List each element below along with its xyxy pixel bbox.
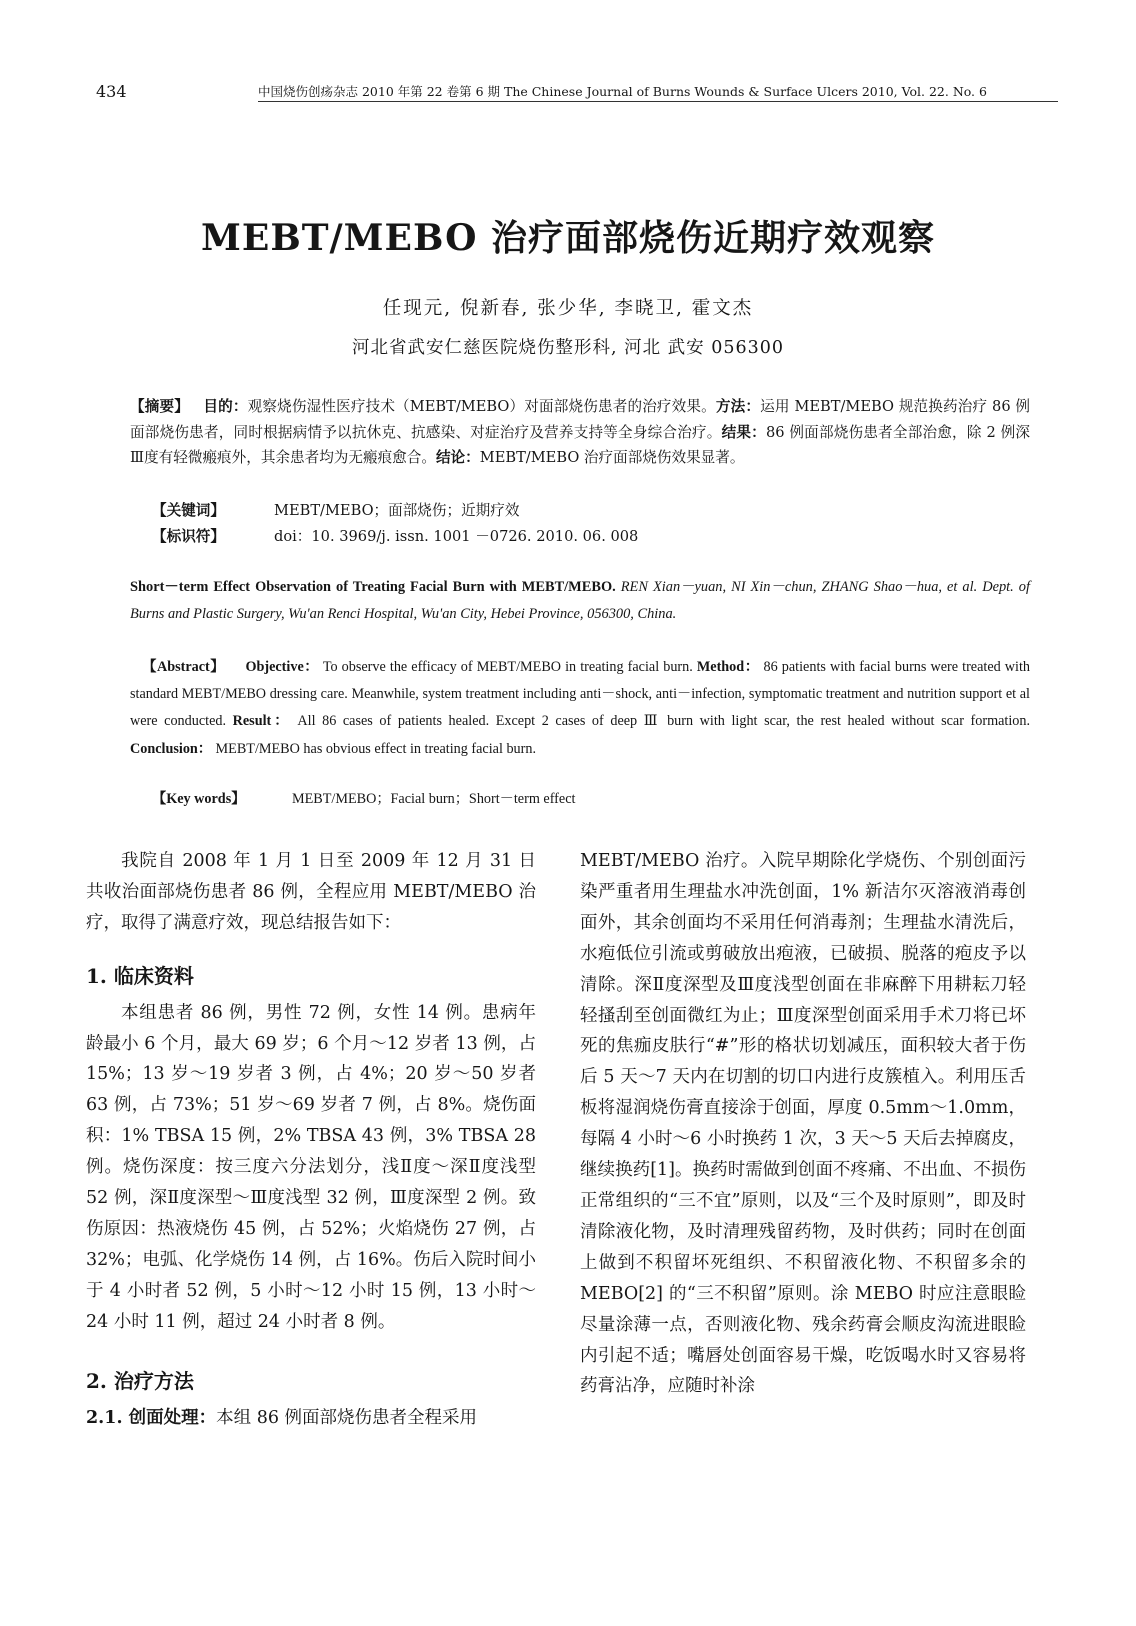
running-header: 中国烧伤创疡杂志 2010 年第 22 卷第 6 期 The Chinese Journal of Burns Wounds & Surface Ulcers 2010, Vol. 22. No. 6 xyxy=(258,82,1058,102)
conclusion-text: MEBT/MEBO 治疗面部烧伤效果显著。 xyxy=(479,449,745,466)
affiliation: 河北省武安仁慈医院烧伤整形科, 河北 武安 056300 xyxy=(351,338,785,358)
section-2-1-heading: 2.1. 创面处理： xyxy=(86,1407,217,1428)
english-keywords-text: MEBT/MEBO；Facial burn；Short－term effect xyxy=(292,791,576,807)
english-result: All 86 cases of patients healed. Except 2 cases of deep Ⅲ burn with light scar, the rest healed without scar formation. xyxy=(297,713,1031,730)
body-left-column xyxy=(86,846,536,1433)
english-abstract xyxy=(130,654,1030,763)
english-objective: To observe the efficacy of MEBT/MEBO in treating facial burn. xyxy=(322,659,693,675)
objective-label: 目的： xyxy=(203,398,248,415)
english-keywords xyxy=(152,788,575,808)
abstract-cn xyxy=(130,394,1030,471)
section-2-1-text: 本组 86 例面部烧伤患者全程采用 xyxy=(216,1407,478,1428)
identifier-cn xyxy=(152,524,638,550)
section-1-paragraph: 本组患者 86 例，男性 72 例，女性 14 例。患病年龄最小 6 个月，最大 69 岁；6 个月～12 岁者 13 例，占 15%；13 岁～19 岁者 3 例，占 4%；20 岁～50 岁者 63 例，占 73%；51 岁～69 岁者 7 例，占 8%。烧伤面积：1% TBSA 15 例，2% TBSA 43 例，3% TBSA 28 例。烧伤深度：按三度六分法划分，浅Ⅱ度～深Ⅱ度浅型 52 例，深Ⅱ度深型～Ⅲ度浅型 32 例，Ⅲ度深型 2 例。致伤原因：热液烧伤 45 例，占 52%；火焰烧伤 27 例，占 32%；电弧、化学烧伤 14 例，占 16%。伤后入院时间小于 4 小时者 52 例，5 小时～12 小时 15 例，13 小时～24 小时 11 例，超过 24 小时者 8 例。 xyxy=(86,1002,536,1332)
english-authors: REN Xian－yuan, NI Xin－chun, ZHANG Shao－hua, et al. Dept. of Burns and Plastic Surgery, Wu'an Renci Hospital, Wu'an City, Hebei Province, 056300, China. xyxy=(130,579,1030,622)
english-method-label: Method： xyxy=(696,659,760,675)
result-text: 86 例面部烧伤患者全部治愈，除 2 例深Ⅲ度有轻微瘢痕外，其余患者均为无瘢痕愈合。 xyxy=(130,423,1030,466)
english-title: Short－term Effect Observation of Treating Facial Burn with MEBT/MEBO. xyxy=(130,579,616,595)
section-2-heading: 2. 治疗方法 xyxy=(86,1368,194,1393)
english-method: 86 patients with facial burns were treated with standard MEBT/MEBO dressing care. Meanwhile, system treatment including anti－shock, anti－infection, symptomatic treatment and nutrition support et al were conducted. xyxy=(130,659,1031,730)
keywords-cn xyxy=(152,498,519,524)
conclusion-label: 结论： xyxy=(435,449,480,466)
english-keywords-label: 【Key words】 xyxy=(152,791,246,807)
section-2-1-paragraph xyxy=(86,1403,536,1434)
intro-paragraph: 我院自 2008 年 1 月 1 日至 2009 年 12 月 31 日共收治面部烧伤患者 86 例，全程应用 MEBT/MEBO 治疗，取得了满意疗效，现总结报告如下： xyxy=(86,851,536,933)
english-abstract-label: 【Abstract】 xyxy=(142,659,226,675)
doi-text: doi：10. 3969/j. issn. 1001 －0726. 2010. 06. 008 xyxy=(274,528,639,545)
identifier-label: 【标识符】 xyxy=(152,528,225,545)
english-title-block xyxy=(130,574,1030,628)
keywords-text: MEBT/MEBO；面部烧伤；近期疗效 xyxy=(274,502,520,519)
english-conclusion-label: Conclusion： xyxy=(130,740,212,757)
body-right-column xyxy=(580,846,1026,1402)
objective-text: 观察烧伤湿性医疗技术（MEBT/MEBO）对面部烧伤患者的治疗效果。 xyxy=(247,398,716,415)
authors: 任现元, 倪新春, 张少华, 李晓卫, 霍文杰 xyxy=(382,298,754,319)
result-label: 结果： xyxy=(721,423,766,441)
english-result-label: Result： xyxy=(232,713,292,730)
keywords-label: 【关键词】 xyxy=(152,502,225,519)
section-1-heading: 1. 临床资料 xyxy=(86,963,194,988)
english-conclusion: MEBT/MEBO has obvious effect in treating facial burn. xyxy=(215,740,537,757)
abstract-label: 【摘要】 xyxy=(130,398,189,415)
article-title: MEBT/MEBO 治疗面部烧伤近期疗效观察 xyxy=(201,217,935,259)
right-column-paragraph: MEBT/MEBO 治疗。入院早期除化学烧伤、个别创面污染严重者用生理盐水冲洗创面，1% 新洁尔灭溶液消毒创面外，其余创面均不采用任何消毒剂；生理盐水清洗后，水疱低位引流或剪破放出疱液，已破损、脱落的疱皮予以清除。深Ⅱ度深型及Ⅲ度浅型创面在非麻醉下用耕耘刀轻轻搔刮至创面微红为止；Ⅲ度深型创面采用手术刀将已坏死的焦痂皮肤行“#”形的格状切划减压，面积较大者于伤后 5 天～7 天内在切割的切口内进行皮簇植入。利用压舌板将湿润烧伤膏直接涂于创面，厚度 0.5mm～1.0mm，每隔 4 小时～6 小时换药 1 次，3 天～5 天后去掉腐皮，继续换药[1]。换药时需做到创面不疼痛、不出血、不损伤正常组织的“三不宜”原则，以及“三个及时原则”，即及时清除液化物，及时清理残留药物，及时供药；同时在创面上做到不积留坏死组织、不积留液化物、不积留多余的 MEBO[2] 的“三不积留”原则。涂 MEBO 时应注意眼睑尽量涂薄一点，否则液化物、残余药膏会顺皮沟流进眼睑内引起不适；嘴唇处创面容易干燥，吃饭喝水时又容易将药膏沾净，应随时补涂 xyxy=(580,851,1026,1397)
method-text: 运用 MEBT/MEBO 规范换药治疗 86 例面部烧伤患者，同时根据病情予以抗休克、抗感染、对症治疗及营养支持等全身综合治疗。 xyxy=(130,398,1030,441)
page-number: 434 xyxy=(96,82,127,101)
method-label: 方法： xyxy=(715,398,761,415)
english-objective-label: Objective： xyxy=(245,659,319,675)
